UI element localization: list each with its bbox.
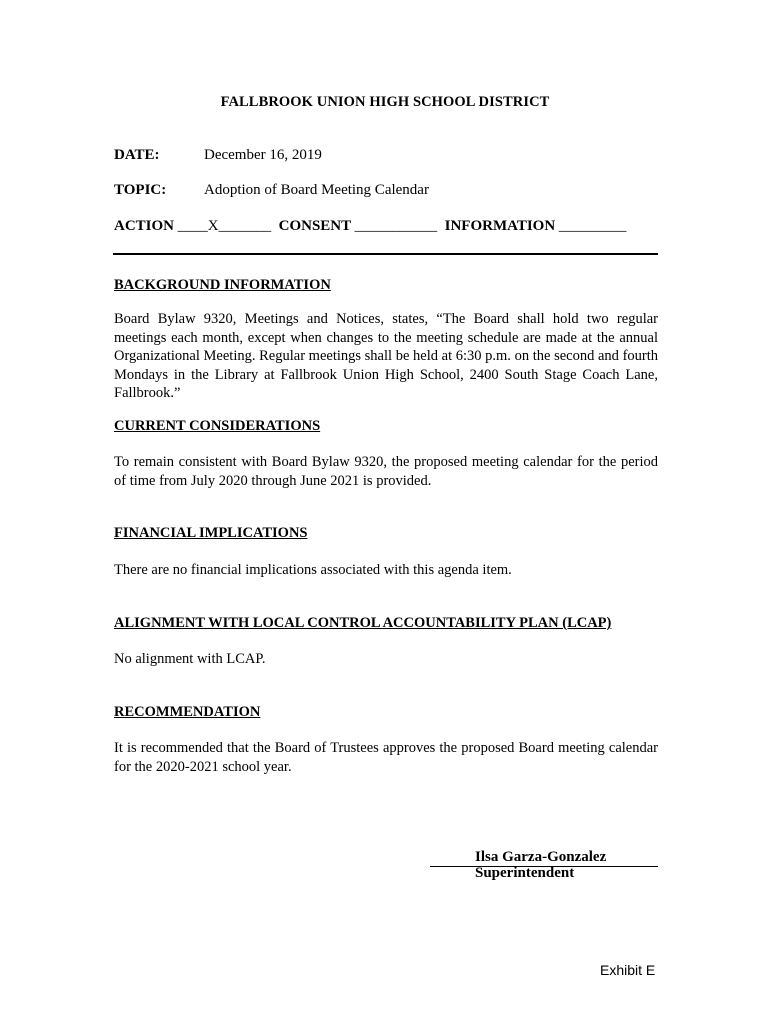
date-value: December 16, 2019: [204, 147, 322, 163]
information-label: INFORMATION: [444, 218, 556, 234]
header-divider: [113, 253, 658, 255]
alignment-heading: ALIGNMENT WITH LOCAL CONTROL ACCOUNTABILITY PLAN (LCAP): [114, 615, 612, 631]
exhibit-label: Exhibit E: [600, 962, 656, 978]
action-blank-before: ____: [177, 218, 208, 234]
signature-name: Ilsa Garza-Gonzalez: [475, 849, 607, 865]
date-label: DATE:: [114, 147, 160, 163]
recommendation-heading: RECOMMENDATION: [114, 704, 261, 720]
current-considerations-text: To remain consistent with Board Bylaw 9320, the proposed meeting calendar for the period of time from July 2020 through June 2021 is provided.: [114, 454, 658, 489]
action-blank-after: _______: [218, 218, 272, 234]
alignment-text: No alignment with LCAP.: [114, 651, 266, 667]
financial-heading: FINANCIAL IMPLICATIONS: [114, 525, 308, 541]
topic-value: Adoption of Board Meeting Calendar: [204, 182, 429, 198]
action-label: ACTION: [114, 218, 175, 234]
district-title: FALLBROOK UNION HIGH SCHOOL DISTRICT: [220, 94, 550, 110]
current-considerations-heading: CURRENT CONSIDERATIONS: [114, 418, 321, 434]
recommendation-text: It is recommended that the Board of Trustees approves the proposed Board meeting calendar for the 2020-2021 school year.: [114, 740, 658, 775]
topic-label: TOPIC:: [114, 182, 167, 198]
signature-title: Superintendent: [475, 865, 575, 881]
financial-text: There are no financial implications associated with this agenda item.: [114, 562, 512, 578]
background-text: Board Bylaw 9320, Meetings and Notices, states, “The Board shall hold two regular meetings each month, except when changes to the meeting schedule are made at the annual Organizational Meeting. Regular meetings shall be held at 6:30 p.m. on the second and fourth Mondays in the Library at Fallbrook Union High School, 2400 South Stage Coach Lane, Fallbrook.”: [114, 311, 658, 402]
background-heading: BACKGROUND INFORMATION: [114, 277, 331, 293]
action-line: [114, 218, 626, 235]
consent-blank: ___________: [354, 218, 438, 234]
action-mark: X: [207, 218, 219, 234]
information-blank: _________: [558, 218, 627, 234]
consent-label: CONSENT: [278, 218, 351, 234]
